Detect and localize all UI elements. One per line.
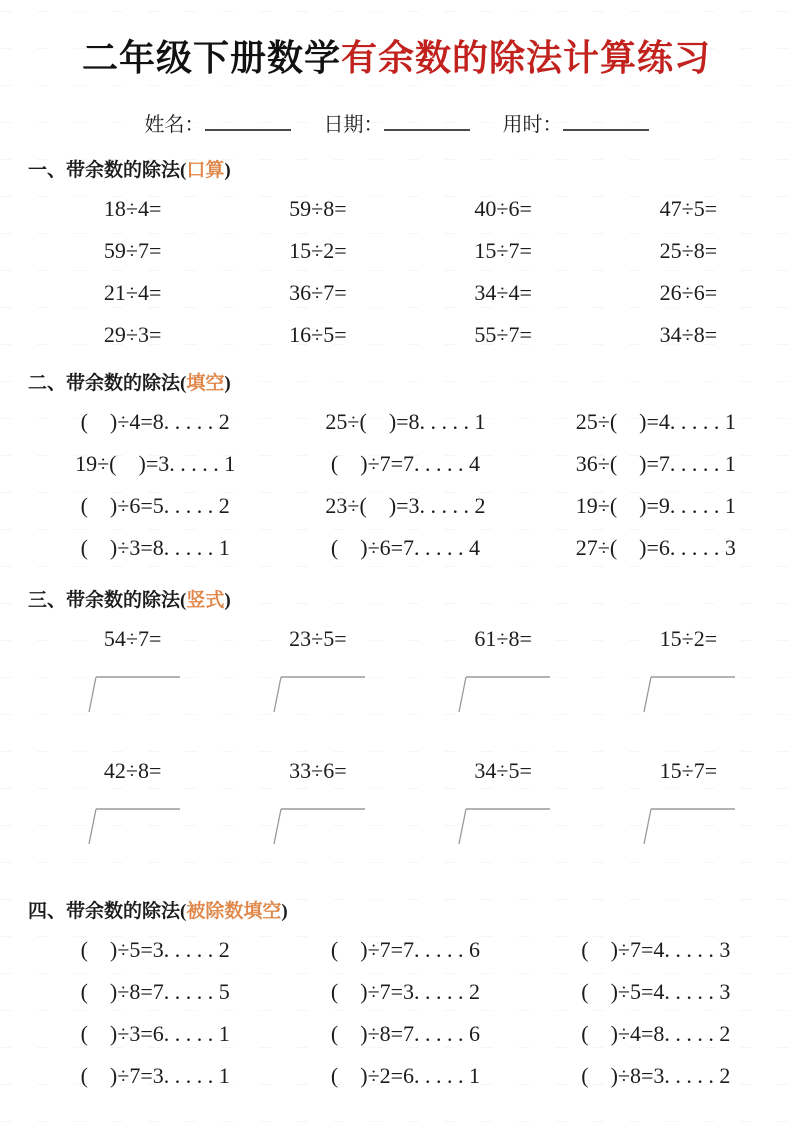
- long-division-cell: [225, 758, 410, 846]
- name-blank-line: [205, 111, 291, 131]
- section-3-tag: 竖式: [186, 590, 225, 611]
- problem: 19÷( )=9. . . . . 1: [575, 493, 736, 518]
- title-red-part: 有余数的除法计算练习: [341, 37, 712, 78]
- problem: 34÷4=: [474, 280, 532, 305]
- problem: ( )÷6=7. . . . . 4: [330, 535, 481, 560]
- problem: ( )÷6=5. . . . . 2: [80, 493, 230, 518]
- time-field-group: [503, 108, 649, 137]
- problem: 18÷4=: [103, 196, 162, 221]
- long-division-bracket-icon: [83, 806, 183, 846]
- time-label: 用时：: [502, 114, 563, 136]
- long-division-cell: [596, 758, 781, 846]
- problem: 16÷5=: [289, 322, 347, 347]
- paren-close: ): [224, 590, 231, 611]
- problem: 36÷7=: [289, 280, 347, 305]
- long-division-cell: [40, 626, 225, 714]
- problem: 34÷8=: [659, 322, 718, 347]
- date-field-group: [324, 108, 470, 137]
- problem: 47÷5=: [659, 196, 718, 221]
- paren-open: (: [180, 373, 187, 394]
- section-4-heading: [28, 896, 793, 923]
- long-division-cell: [411, 626, 596, 714]
- problem: ( )÷7=3. . . . . 2: [330, 979, 481, 1004]
- problem: 59÷7=: [103, 238, 162, 263]
- problem: 33÷6=: [289, 758, 347, 783]
- problem: 25÷( )=8. . . . . 1: [325, 409, 486, 434]
- problem: 15÷7=: [474, 238, 532, 263]
- long-division-bracket-icon: [83, 674, 183, 714]
- problem: 29÷3=: [103, 322, 162, 347]
- problem: 15÷7=: [659, 758, 718, 783]
- paren-open: (: [180, 590, 187, 611]
- long-division-cell: [225, 626, 410, 714]
- problem: 19÷( )=3. . . . . 1: [75, 451, 236, 476]
- date-blank-line: [384, 111, 470, 131]
- section-1-heading: [28, 155, 793, 182]
- problem: 15÷2=: [289, 238, 347, 263]
- long-division-bracket-icon: [268, 674, 368, 714]
- section-1-title: 一、带余数的除法: [28, 160, 181, 181]
- problem: 23÷5=: [289, 626, 347, 651]
- problem: ( )÷3=8. . . . . 1: [80, 535, 230, 560]
- paren-close: ): [224, 160, 231, 181]
- student-info-line: [0, 108, 793, 137]
- problem: ( )÷3=6. . . . . 1: [80, 1021, 230, 1046]
- problem: 42÷8=: [103, 758, 162, 783]
- problem: 25÷8=: [659, 238, 718, 263]
- paren-close: ): [224, 373, 231, 394]
- section-4-title: 四、带余数的除法: [28, 901, 181, 922]
- problem: 34÷5=: [474, 758, 532, 783]
- section-3-title: 三、带余数的除法: [28, 590, 181, 611]
- problem: 26÷6=: [659, 280, 718, 305]
- name-field-group: [145, 108, 291, 137]
- problem: ( )÷8=7. . . . . 5: [80, 979, 230, 1004]
- long-division-cell: [40, 758, 225, 846]
- section-1-problem-grid: [40, 196, 781, 348]
- problem: 25÷( )=4. . . . . 1: [575, 409, 736, 434]
- problem: 61÷8=: [474, 626, 532, 651]
- section-3-heading: [28, 585, 793, 612]
- date-label: 日期：: [323, 114, 384, 136]
- long-division-bracket-icon: [638, 806, 738, 846]
- section-3-row-2: [40, 758, 781, 846]
- long-division-bracket-icon: [453, 674, 553, 714]
- problem: ( )÷7=7. . . . . 4: [330, 451, 481, 476]
- section-4-tag: 被除数填空: [186, 901, 282, 922]
- problem: ( )÷2=6. . . . . 1: [330, 1063, 481, 1088]
- section-2-problem-grid: [30, 409, 781, 561]
- section-4-problem-grid: [30, 937, 781, 1089]
- long-division-bracket-icon: [268, 806, 368, 846]
- page-title: [0, 0, 793, 81]
- title-black-part: 二年级下册数学: [81, 37, 341, 78]
- problem: 15÷2=: [659, 626, 718, 651]
- paren-open: (: [180, 160, 187, 181]
- name-label: 姓名：: [144, 114, 205, 136]
- long-division-bracket-icon: [453, 806, 553, 846]
- problem: 23÷( )=3. . . . . 2: [325, 493, 486, 518]
- problem: ( )÷4=8. . . . . 2: [581, 1021, 731, 1046]
- section-2-heading: [28, 368, 793, 395]
- problem: 59÷8=: [289, 196, 347, 221]
- problem: ( )÷8=3. . . . . 2: [581, 1063, 731, 1088]
- problem: 40÷6=: [474, 196, 532, 221]
- section-3-row-1: [40, 626, 781, 714]
- problem: ( )÷4=8. . . . . 2: [80, 409, 230, 434]
- paren-close: ): [281, 901, 288, 922]
- problem: 36÷( )=7. . . . . 1: [575, 451, 736, 476]
- long-division-cell: [411, 758, 596, 846]
- time-blank-line: [563, 111, 649, 131]
- problem: 27÷( )=6. . . . . 3: [575, 535, 736, 560]
- section-2-tag: 填空: [186, 373, 225, 394]
- paren-open: (: [180, 901, 187, 922]
- problem: ( )÷7=4. . . . . 3: [581, 937, 731, 962]
- problem: ( )÷5=4. . . . . 3: [581, 979, 731, 1004]
- long-division-cell: [596, 626, 781, 714]
- problem: ( )÷5=3. . . . . 2: [80, 937, 230, 962]
- problem: ( )÷7=7. . . . . 6: [330, 937, 481, 962]
- problem: ( )÷8=7. . . . . 6: [330, 1021, 481, 1046]
- problem: 21÷4=: [103, 280, 162, 305]
- problem: 54÷7=: [103, 626, 162, 651]
- problem: 55÷7=: [474, 322, 532, 347]
- section-2-title: 二、带余数的除法: [28, 373, 181, 394]
- problem: ( )÷7=3. . . . . 1: [80, 1063, 230, 1088]
- long-division-bracket-icon: [638, 674, 738, 714]
- section-1-tag: 口算: [186, 160, 225, 181]
